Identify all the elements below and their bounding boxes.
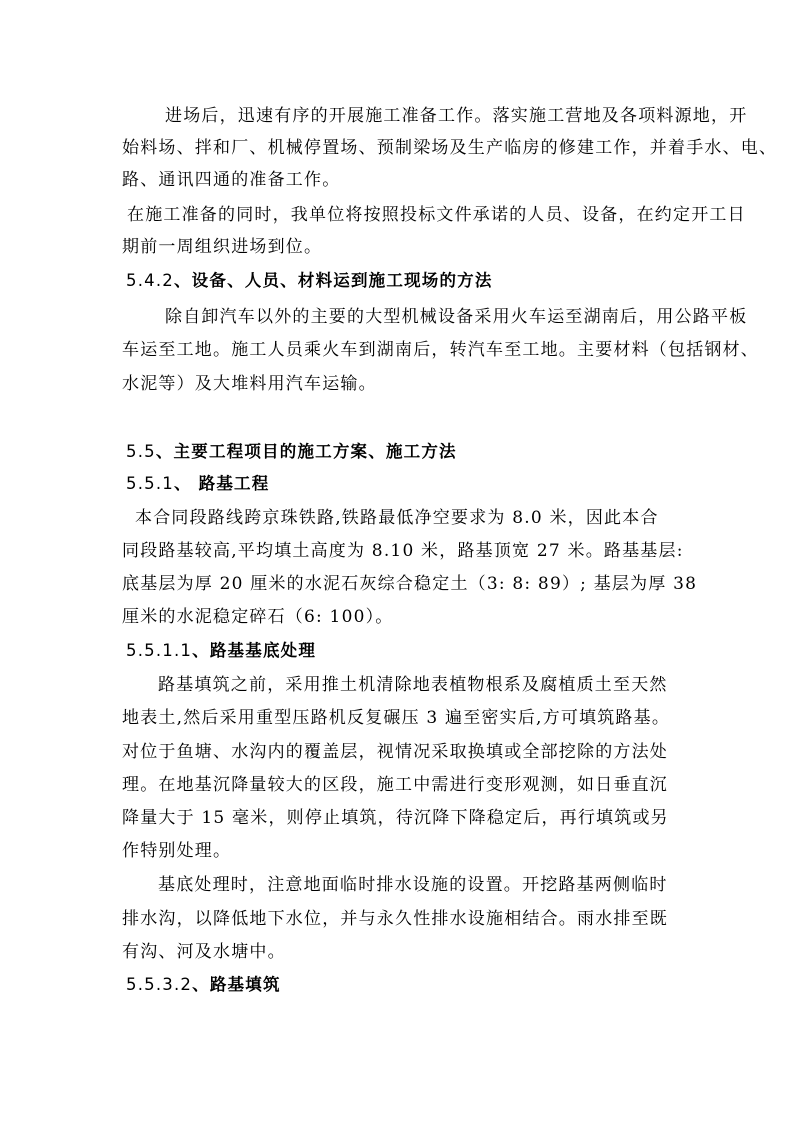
paragraph-3-line-3: 水泥等）及大堆料用汽车运输。 bbox=[122, 374, 377, 394]
heading-text: 、路基基底处理 bbox=[192, 641, 317, 660]
heading-number: 5.5.1 bbox=[126, 474, 174, 493]
heading-number: 5.5.1.1 bbox=[126, 641, 193, 660]
paragraph-6-line-2: 排水沟，以降低地下水位，并与永久性排水设施相结合。雨水排至既 bbox=[122, 909, 668, 929]
heading-5-5 bbox=[126, 440, 457, 464]
paragraph-2-line-1: 在施工准备的同时，我单位将按照投标文件承诺的人员、设备，在约定开工日 bbox=[127, 205, 746, 225]
paragraph-5-line-6: 作特别处理。 bbox=[122, 841, 232, 861]
paragraph-5-line-2: 地表土,然后采用重型压路机反复碾压 3 遍至密实后,方可填筑路基。 bbox=[122, 708, 671, 728]
heading-text: 、 路基工程 bbox=[173, 474, 270, 493]
heading-number: 5.5 bbox=[126, 442, 156, 461]
heading-text: 、主要工程项目的施工方案、施工方法 bbox=[155, 442, 457, 461]
paragraph-5-line-1: 路基填筑之前，采用推土机清除地表植物根系及腐植质土至天然 bbox=[158, 675, 668, 695]
paragraph-4-line-1: 本合同段路线跨京珠铁路,铁路最低净空要求为 8.0 米，因此本合 bbox=[135, 508, 659, 528]
paragraph-3-line-1: 除自卸汽车以外的主要的大型机械设备采用火车运至湖南后，用公路平板 bbox=[165, 307, 748, 327]
heading-5-4-2 bbox=[126, 269, 493, 293]
paragraph-6-line-1: 基底处理时，注意地面临时排水设施的设置。开挖路基两侧临时 bbox=[158, 875, 668, 895]
heading-5-5-1 bbox=[126, 472, 269, 496]
paragraph-4-line-2: 同段路基较高,平均填土高度为 8.10 米，路基顶宽 27 米。路基基层: bbox=[122, 541, 684, 561]
paragraph-3-line-2: 车运至工地。施工人员乘火车到湖南后，转汽车至工地。主要材料（包括钢材、 bbox=[122, 340, 759, 360]
paragraph-1-line-3: 路、通讯四通的准备工作。 bbox=[122, 170, 341, 190]
paragraph-5-line-5: 降量大于 15 毫米，则停止填筑，待沉降下降稳定后，再行填筑或另 bbox=[122, 808, 669, 828]
paragraph-1-line-1: 进场后，迅速有序的开展施工准备工作。落实施工营地及各项料源地，开 bbox=[165, 106, 748, 126]
paragraph-6-line-3: 有沟、河及水塘中。 bbox=[122, 942, 286, 962]
paragraph-5-line-3: 对位于鱼塘、水沟内的覆盖层，视情况采取换填或全部挖除的方法处 bbox=[122, 742, 668, 762]
heading-5-5-3-2 bbox=[126, 973, 281, 997]
heading-number: 5.4.2 bbox=[126, 271, 174, 290]
paragraph-4-line-3: 底基层为厚 20 厘米的水泥石灰综合稳定土（3: 8: 89）; 基层为厚 38 bbox=[122, 574, 698, 594]
heading-text: 、路基填筑 bbox=[192, 975, 281, 994]
heading-text: 、设备、人员、材料运到施工现场的方法 bbox=[173, 271, 493, 290]
paragraph-2-line-2: 期前一周组织进场到位。 bbox=[122, 237, 323, 257]
heading-number: 5.5.3.2 bbox=[126, 975, 193, 994]
paragraph-4-line-4: 厘米的水泥稳定碎石（6: 100）。 bbox=[122, 607, 394, 627]
paragraph-5-line-4: 理。在地基沉降量较大的区段，施工中需进行变形观测，如日垂直沉 bbox=[122, 775, 668, 795]
heading-5-5-1-1 bbox=[126, 639, 316, 663]
paragraph-1-line-2: 始料场、拌和厂、机械停置场、预制梁场及生产临房的修建工作，并着手水、电、 bbox=[122, 138, 778, 158]
